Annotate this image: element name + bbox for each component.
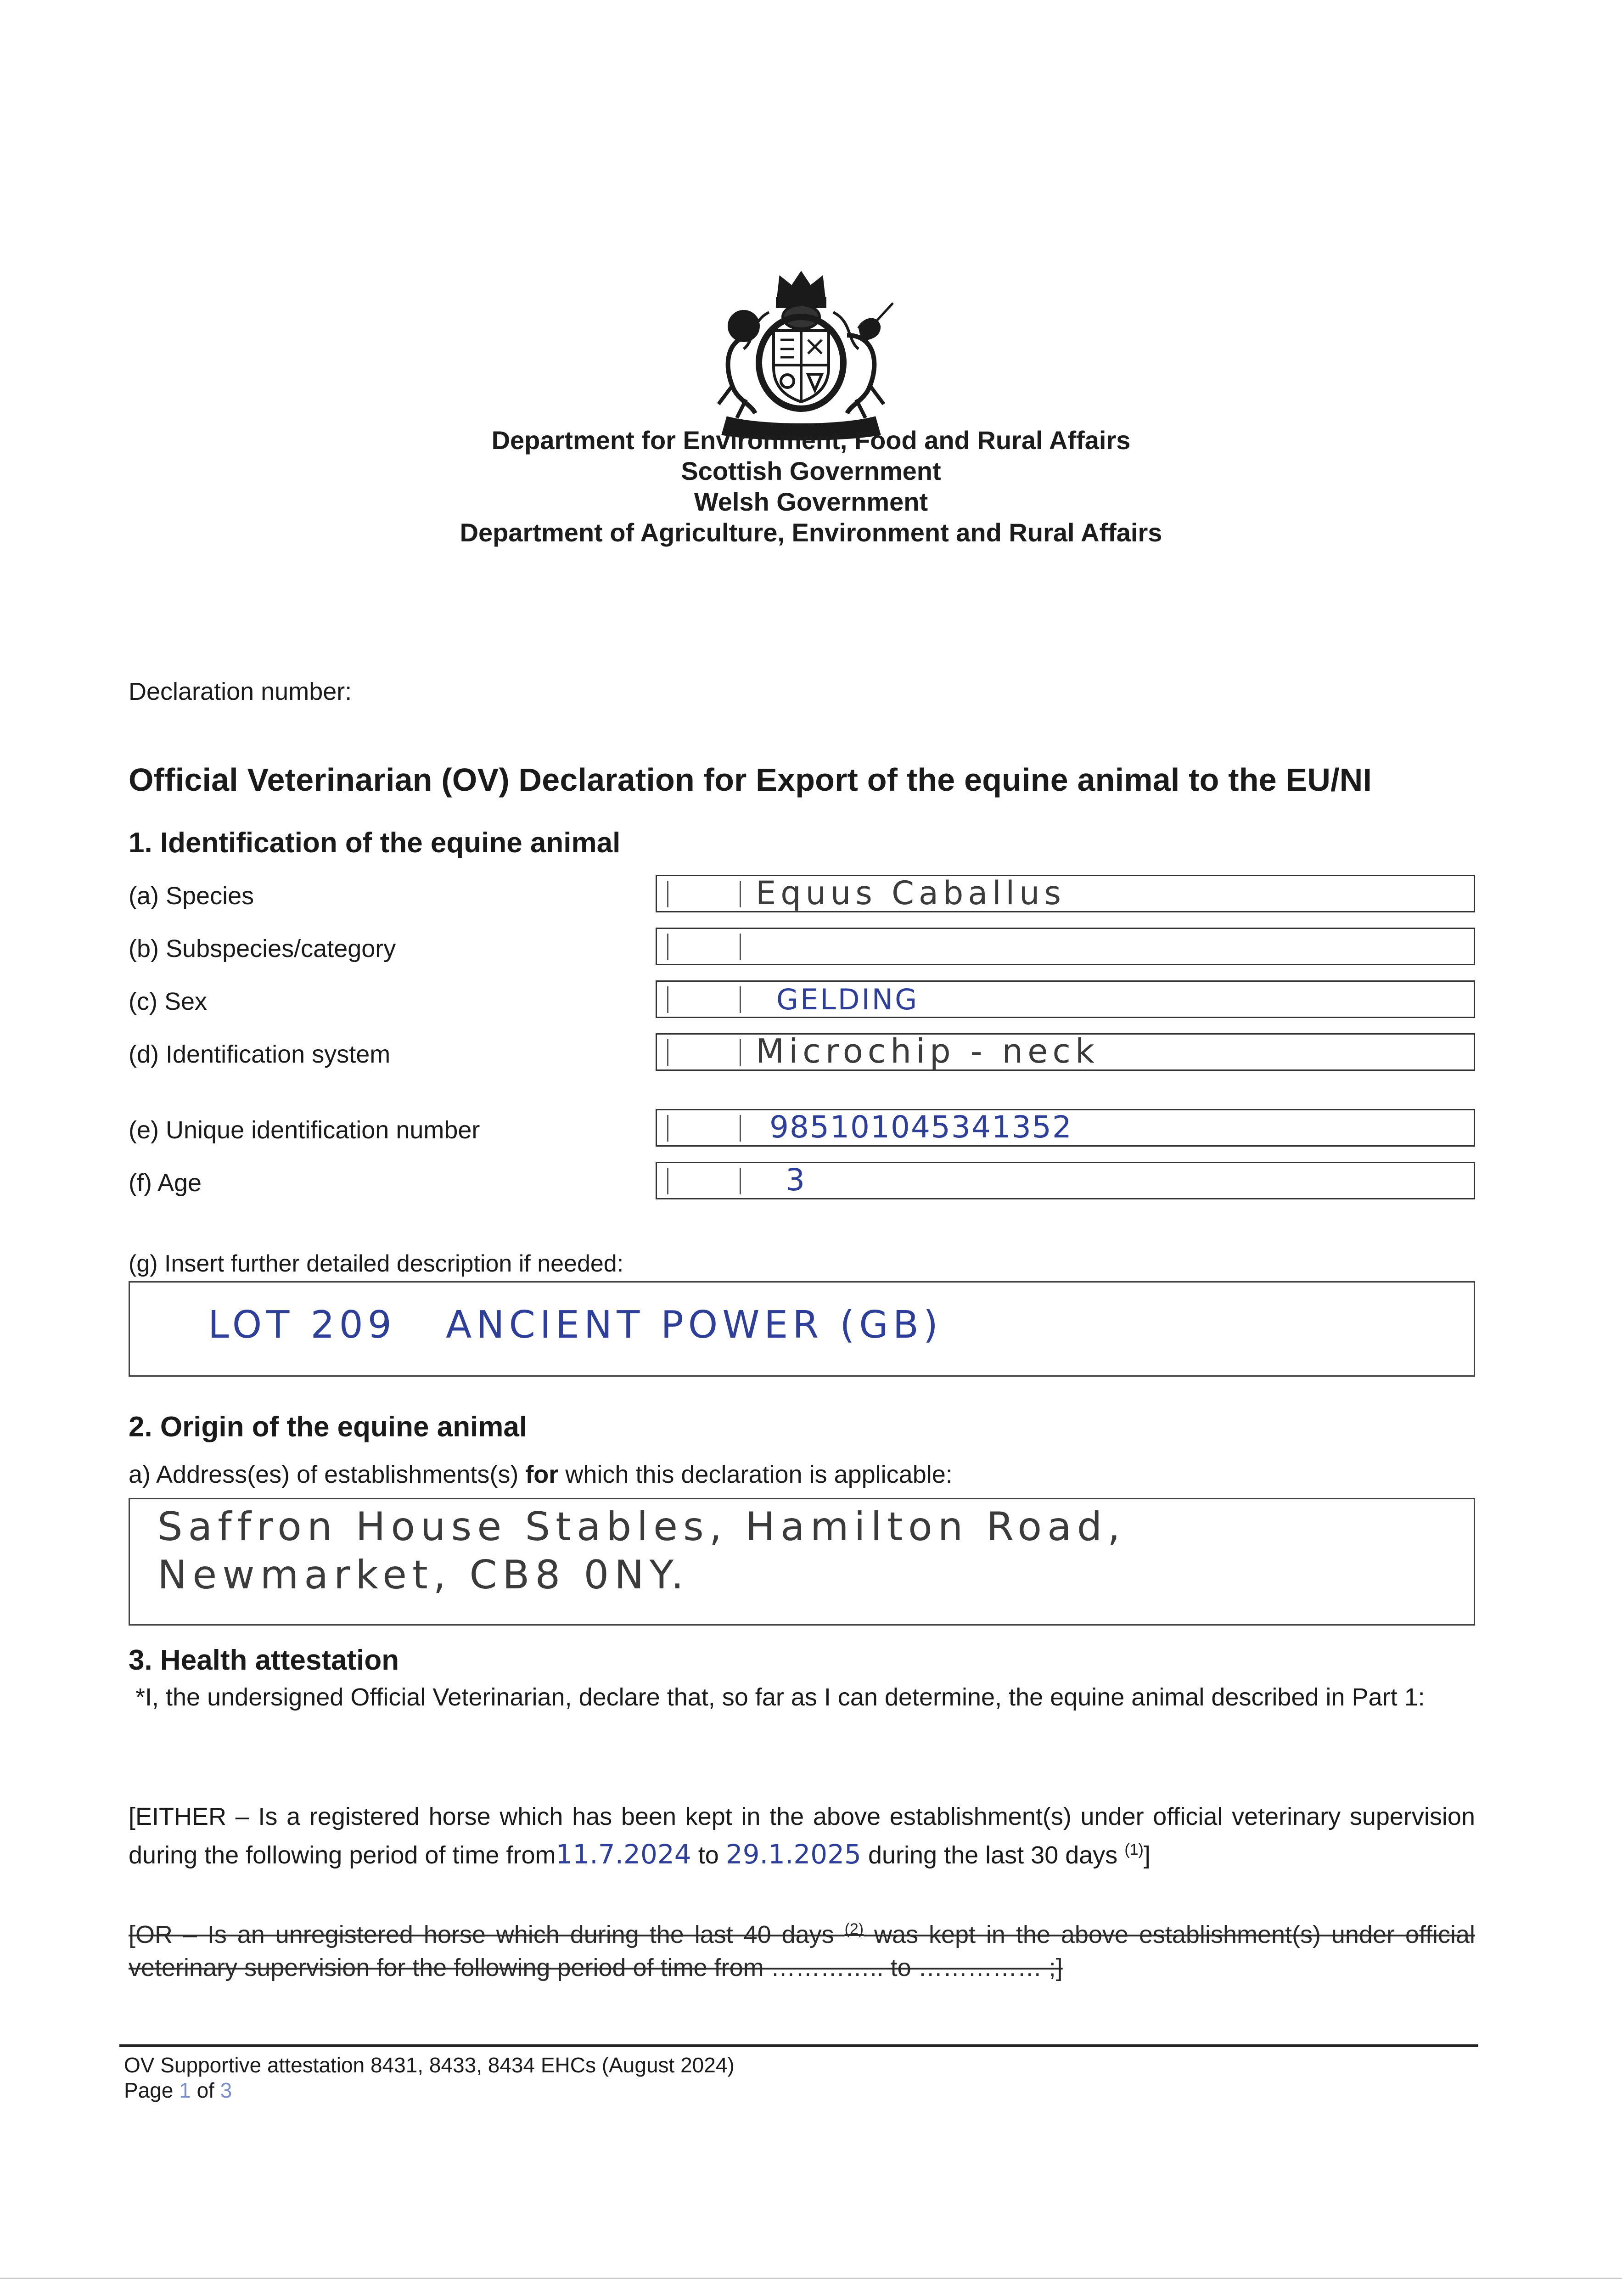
footnote-1: (1): [1124, 1841, 1144, 1858]
field-divider: [667, 1115, 668, 1142]
either-close-bracket: ]: [1143, 1841, 1151, 1869]
footer-attestation-ref: OV Supportive attestation 8431, 8433, 8434 EHCs (August 2024): [124, 2053, 735, 2077]
or-clause-text-2: was kept in the above establishment(s) under official veterinary supervision for the following period of time from ………….. to …………… ;]: [129, 1921, 1475, 1981]
field-divider: [667, 881, 668, 907]
species-label: (a) Species: [129, 882, 254, 910]
or-clause-text-1: [OR – Is an unregistered horse which during the last 40 days: [129, 1921, 834, 1948]
description-value: LOT 209 ANCIENT POWER (GB): [208, 1303, 943, 1347]
field-divider: [667, 934, 668, 960]
section-2-heading: 2. Origin of the equine animal: [129, 1411, 528, 1443]
page-of: of: [196, 2078, 214, 2102]
declaration-number-label: Declaration number:: [129, 678, 352, 705]
field-divider: [740, 1168, 741, 1194]
age-label: (f) Age: [129, 1169, 202, 1197]
identification-system-label: (d) Identification system: [129, 1041, 391, 1068]
unique-id-field[interactable]: [656, 1109, 1475, 1147]
department-defra: Department for Environment, Food and Rural Affairs: [491, 426, 1131, 455]
field-divider: [740, 881, 741, 907]
sex-field[interactable]: [656, 980, 1475, 1018]
either-to-word: to: [698, 1841, 719, 1869]
age-field[interactable]: [656, 1162, 1475, 1199]
address-box[interactable]: [129, 1498, 1475, 1626]
species-value: Equus Caballus: [756, 874, 1066, 912]
sex-label: (c) Sex: [129, 988, 208, 1015]
field-divider: [667, 1039, 668, 1066]
age-value: 3: [786, 1162, 805, 1198]
document-title: Official Veterinarian (OV) Declaration for Export of the equine animal to the EU/NI: [129, 762, 1372, 798]
footer-page-number: [124, 2078, 232, 2103]
description-box[interactable]: [129, 1283, 1475, 1377]
royal-coat-of-arms-icon: [700, 266, 902, 441]
field-divider: [740, 1039, 741, 1066]
page-word: Page: [124, 2078, 174, 2102]
health-attestation-intro: *I, the undersigned Official Veterinarian, declare that, so far as I can determine, the equine animal described in Part 1:: [135, 1683, 1425, 1711]
field-divider: [667, 1168, 668, 1194]
footer-rule: [119, 2044, 1478, 2047]
page-current: 1: [179, 2078, 191, 2102]
department-welsh-government: Welsh Government: [694, 487, 928, 516]
footnote-2: (2): [844, 1920, 864, 1938]
subspecies-label: (b) Subspecies/category: [129, 935, 396, 962]
sex-value: GELDING: [776, 983, 919, 1016]
field-divider: [667, 986, 668, 1013]
department-scottish-government: Scottish Government: [681, 456, 941, 485]
either-clause-end: during the last 30 days: [868, 1841, 1118, 1869]
address-line-1: Saffron House Stables, Hamilton Road,: [157, 1504, 1126, 1550]
page-total: 3: [220, 2078, 232, 2102]
section-3-heading: 3. Health attestation: [129, 1644, 399, 1676]
either-from-date: 11.7.2024: [556, 1839, 691, 1870]
address-label-bold: for: [525, 1461, 559, 1488]
description-label: (g) Insert further detailed description if needed:: [129, 1250, 624, 1277]
unique-id-value: 985101045341352: [769, 1109, 1072, 1145]
species-field[interactable]: [656, 875, 1475, 912]
address-label-pre: a) Address(es) of establishments(s): [129, 1461, 526, 1488]
department-daera: Department of Agriculture, Environment and Rural Affairs: [460, 518, 1162, 547]
address-label: [129, 1460, 953, 1489]
scan-edge-line: [0, 2278, 1622, 2279]
either-to-date: 29.1.2025: [725, 1839, 861, 1870]
field-divider: [740, 1115, 741, 1142]
identification-system-value: Microchip - neck: [756, 1032, 1099, 1070]
field-divider: [740, 986, 741, 1013]
address-label-post: which this declaration is applicable:: [558, 1461, 953, 1488]
address-line-2: Newmarket, CB8 0NY.: [157, 1552, 690, 1598]
field-divider: [740, 934, 741, 960]
or-clause-struck: [129, 1913, 1475, 1984]
subspecies-field[interactable]: [656, 928, 1475, 965]
unique-id-label: (e) Unique identification number: [129, 1116, 480, 1144]
identification-system-field[interactable]: [656, 1033, 1475, 1071]
either-clause: [129, 1800, 1475, 1872]
section-1-heading: 1. Identification of the equine animal: [129, 827, 621, 859]
either-clause-text: [EITHER – Is a registered horse which has been kept in the above establishment(s) under official veterinary supervision during the following period of time from: [129, 1803, 1475, 1869]
